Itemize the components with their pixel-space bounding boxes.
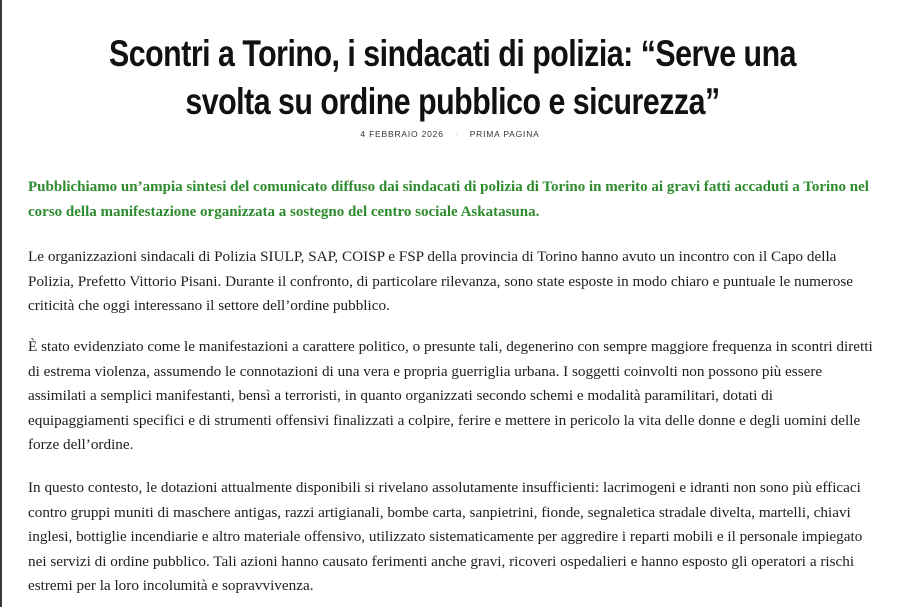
left-border-rule [0, 0, 2, 607]
article-date: 4 FEBBRAIO 2026 [360, 129, 444, 139]
meta-separator: · [454, 129, 459, 139]
article-meta [0, 129, 900, 139]
article-paragraph-2: È stato evidenziato come le manifestazioni a carattere politico, o presunte tali, degenerino con sempre maggiore frequenza in scontri diretti di estrema violenza, assumendo le connotazioni di una vera e propria guerriglia urbana. I soggetti coinvolti non possono più essere assimilati a semplici manifestanti, bensì a terroristi, in quanto organizzati secondo schemi e modalità paramilitari, dotati di equipaggiamenti specifici e di strumenti offensivi finalizzati a colpire, ferire e mettere in pericolo la vita delle donne e degli uomini delle forze dell’ordine. [28, 338, 873, 453]
article-lead: Pubblichiamo un’ampia sintesi del comunicato diffuso dai sindacati di polizia di Torino in merito ai gravi fatti accaduti a Torino nel corso della manifestazione organizzata a sostegno del centro sociale Askatasuna. [28, 179, 869, 220]
article-category-link[interactable]: PRIMA PAGINA [469, 129, 540, 139]
article-paragraph-1: Le organizzazioni sindacali di Polizia SIULP, SAP, COISP e FSP della provincia di Torino hanno avuto un incontro con il Capo della Polizia, Prefetto Vittorio Pisani. Durante il confronto, di particolare rilevanza, sono state esposte in modo chiaro e puntuale le numerose criticità che oggi interessano il settore dell’ordine pubblico. [28, 248, 854, 314]
article-paragraph-3: In questo contesto, le dotazioni attualmente disponibili si rivelano assolutamente insufficienti: lacrimogeni e idranti non sono più efficaci contro gruppi muniti di maschere antigas, razzi artigianali, bombe carta, sanpietrini, fionde, segnaletica stradale divelta, martelli, chiavi inglesi, bottiglie incendiarie e altro materiale offensivo, utilizzato sistematicamente per aggredire i reparti mobili e il personale impiegato nei servizi di ordine pubblico. Tali azioni hanno causato ferimenti anche gravi, ricoveri ospedalieri e hanno esposto gli operatori a rischi estremi per la loro incolumità e sopravvivenza. [28, 479, 863, 594]
article-title: Scontri a Torino, i sindacati di polizia: “Serve una svolta su ordine pubblico e sicurezza” [109, 33, 796, 122]
